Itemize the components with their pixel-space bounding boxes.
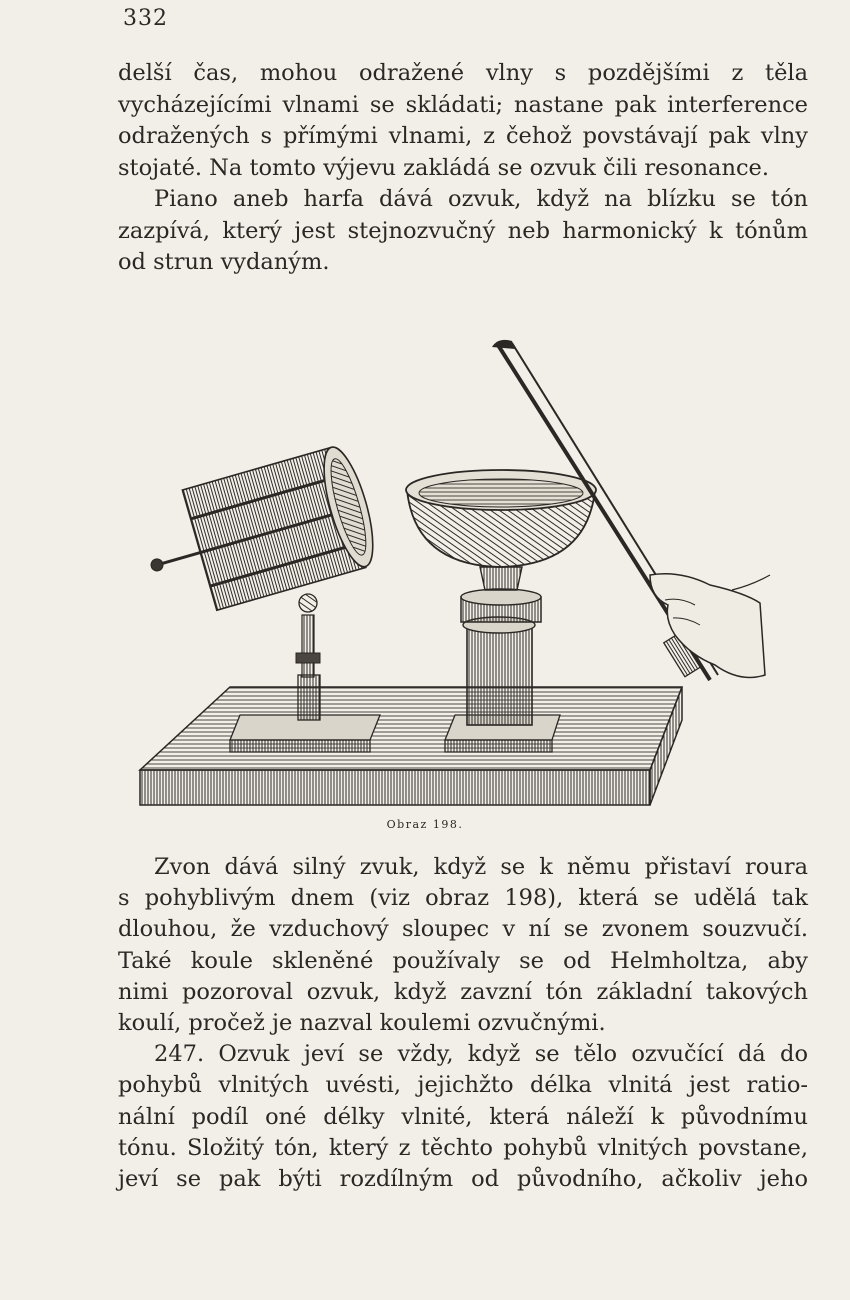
text-line: s pohyblivým dnem (viz obraz 198), která se udělá tak <box>118 885 808 912</box>
text-line: Zvon dává silný zvuk, když se k němu přistaví roura <box>154 854 808 880</box>
paragraph <box>118 852 808 1039</box>
wooden-base <box>140 687 682 805</box>
bell-stand <box>461 567 541 725</box>
text-line: Piano aneb harfa dává ozvuk, když na blízku se tón <box>154 186 808 212</box>
paragraph <box>118 58 808 184</box>
text-line: nimi pozoroval ozvuk, když zavzní tón základní takových <box>118 978 808 1005</box>
text-line: od strun vydaným. <box>118 249 330 275</box>
text-line: odražených s přímými vlnami, z čehož povstávají pak vlny <box>118 123 808 149</box>
page-number: 332 <box>123 6 168 31</box>
text-line: nální podíl oné délky vlnité, která náleží k původnímu <box>118 1103 808 1130</box>
text-line: tónu. Složitý tón, který z těchto pohybů vlnitých povstane, <box>118 1134 808 1161</box>
paragraph <box>118 1039 808 1195</box>
resonator-tube <box>133 442 383 624</box>
paragraph <box>118 184 808 279</box>
text-line: stojaté. Na tomto výjevu zakládá se ozvuk čili resonance. <box>118 154 770 181</box>
text-line: 247. Ozvuk jeví se vždy, když se tělo ozvučící dá do <box>154 1041 808 1068</box>
tube-stand <box>296 594 320 720</box>
hand-holding-bow <box>650 574 770 678</box>
text-line: zazpívá, který jest stejnozvučný neb harmonický k tónům <box>118 217 808 244</box>
text-block-bottom <box>118 852 808 1195</box>
text-line: jeví se pak býti rozdílným od původního, ačkoliv jeho <box>118 1166 808 1193</box>
bell-bowl <box>406 470 596 567</box>
text-block-top <box>118 58 808 279</box>
figure-caption: Obraz 198. <box>386 818 464 831</box>
resonance-apparatus-engraving <box>120 335 800 815</box>
text-line: vycházejícími vlnami se skládati; nastane pak interference <box>118 91 808 118</box>
figure-illustration <box>120 335 800 815</box>
text-line: delší čas, mohou odražené vlny s pozdějšími z těla <box>118 60 808 86</box>
text-line: dlouhou, že vzduchový sloupec v ní se zvonem souzvučí. <box>118 916 808 943</box>
text-line: Také koule skleněné používaly se od Helmholtza, aby <box>118 947 808 974</box>
text-line: pohybů vlnitých uvésti, jejichžto délka vlnitá jest ratio- <box>118 1072 808 1099</box>
text-line: koulí, pročež je nazval koulemi ozvučnými. <box>118 1010 606 1037</box>
